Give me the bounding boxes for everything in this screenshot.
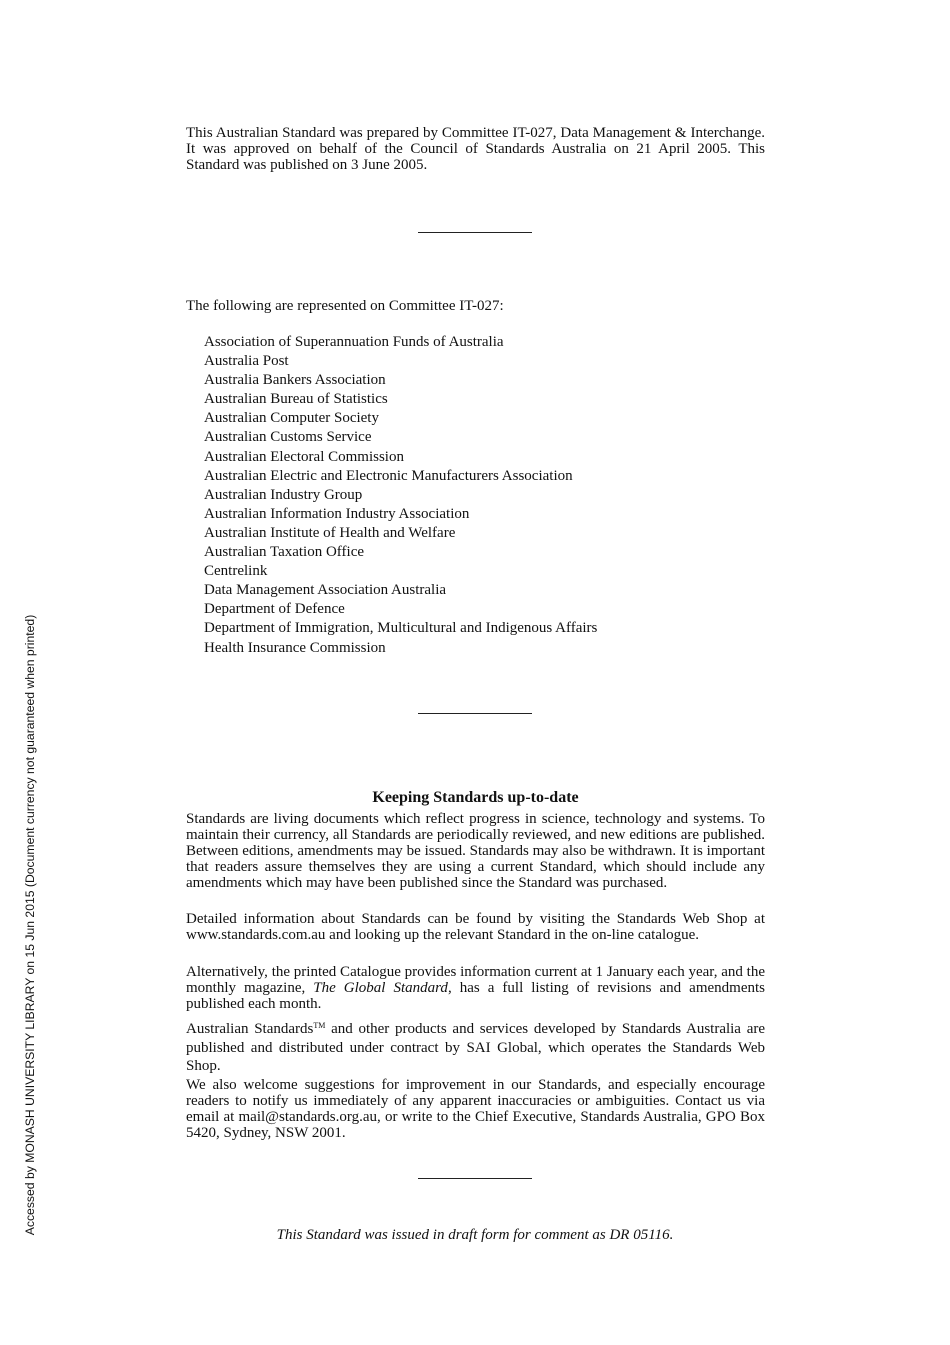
committee-member: Australian Electric and Electronic Manufacturers Association <box>204 467 573 484</box>
keeping-standards-heading: Keeping Standards up-to-date <box>372 789 579 806</box>
catalogue-text-end: , has a full listing of revisions and amendments published each month. <box>186 980 765 1012</box>
catalogue-text-start: Alternatively, the printed Catalogue provides information current at 1 January each year, and the monthly magazine, <box>186 964 765 996</box>
committee-member: Data Management Association Australia <box>204 582 447 599</box>
committee-member: Australia Post <box>204 353 289 370</box>
committee-member: Australian Taxation Office <box>204 544 365 561</box>
draft-comment-note: This Standard was issued in draft form for comment as DR 05116. <box>276 1227 674 1243</box>
committee-member: Australian Computer Society <box>204 410 379 427</box>
keeping-paragraph-living-documents: Standards are living documents which reflect progress in science, technology and systems. To maintain their currency, all Standards are periodically reviewed, and new editions are published. Between editions, amendments may be issued. Standards may also be withdrawn. It is important that readers assure themselves they are using a current Standard, which should include any amendments which may have been published since the Standard was purchased. <box>186 811 765 891</box>
committee-member: Health Insurance Commission <box>204 639 386 656</box>
committee-member: Australian Electoral Commission <box>204 448 404 465</box>
keeping-paragraph-catalogue <box>186 964 765 1012</box>
keeping-paragraph-web-shop: Detailed information about Standards can be found by visiting the Standards Web Shop at www.standards.com.au and looking up the relevant Standard in the on-line catalogue. <box>186 911 765 943</box>
committee-member: Australian Information Industry Association <box>204 505 470 522</box>
magazine-title: The Global Standard <box>313 980 448 996</box>
sai-text-end: and other products and services developed by Standards Australia are published and distributed under contract by SAI Global, which operates the Standards Web Shop. <box>186 1021 766 1074</box>
committee-member: Centrelink <box>204 563 268 580</box>
committee-member: Australian Bureau of Statistics <box>204 391 388 408</box>
committee-member: Australia Bankers Association <box>204 372 386 389</box>
committee-member: Australian Industry Group <box>204 486 363 503</box>
committee-member: Department of Defence <box>204 601 345 618</box>
preparation-statement: This Australian Standard was prepared by Committee IT-027, Data Management & Interchange. It was approved on behalf of the Council of Standards Australia on 21 April 2005. This Standard was published on 3 June 2005. <box>186 125 765 173</box>
trademark-symbol: TM <box>313 1021 326 1030</box>
keeping-paragraph-suggestions: We also welcome suggestions for improvement in our Standards, and especially encourage readers to notify us immediately of any apparent inaccuracies or ambiguities. Contact us via email at mail@standards.org.au, or write to the Chief Executive, Standards Australia, GPO Box 5420, Sydney, NSW 2001. <box>186 1077 765 1141</box>
keeping-paragraph-sai-global <box>186 1017 765 1076</box>
section-divider-2 <box>418 713 532 714</box>
committee-heading: The following are represented on Committee IT-027: <box>186 298 504 314</box>
section-divider-1 <box>418 232 532 233</box>
committee-member: Australian Customs Service <box>204 429 372 446</box>
committee-member: Australian Institute of Health and Welfare <box>204 524 456 541</box>
section-divider-3 <box>418 1178 532 1179</box>
committee-members-list <box>204 333 597 658</box>
sai-text-start: Australian Standards <box>186 1021 314 1037</box>
library-access-watermark: Accessed by MONASH UNIVERSITY LIBRARY on 15 Jun 2015 (Document currency not guaranteed when printed) <box>23 614 37 1236</box>
committee-member: Association of Superannuation Funds of Australia <box>204 334 504 350</box>
committee-member: Department of Immigration, Multicultural and Indigenous Affairs <box>204 620 598 637</box>
